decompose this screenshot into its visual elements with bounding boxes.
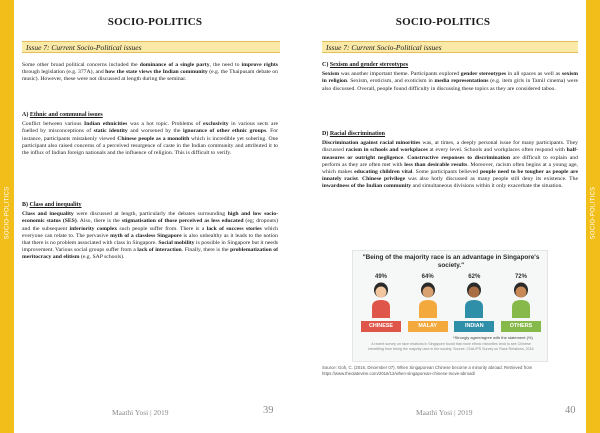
category-label: CHINESE — [361, 321, 401, 332]
side-label — [586, 186, 600, 240]
category-label: INDIAN — [454, 321, 494, 332]
text-run: . Moreover, racism often begins at a young age, which makes — [322, 161, 578, 176]
intro-text — [22, 62, 278, 84]
section-b — [22, 202, 278, 268]
bold-phrase: sexism in religion — [322, 71, 578, 85]
bold-phrase: Class and inequality — [22, 211, 74, 218]
text-run: . Also, there is the — [76, 218, 122, 225]
text-run: . Sexism, eroticism, and exoticism in — [347, 78, 435, 85]
side-label — [0, 186, 14, 240]
bold-phrase: inwardness of the Indian community — [322, 183, 412, 190]
source-citation: Source: Goh, C. (2016, December 07). When Singaporean Chinese become a minority abroad. Retrieved from https://www.theolatevine.com/2016/12/when-singaporean-chinese-move-abroad/ — [322, 365, 533, 376]
person-figure-icon — [509, 282, 533, 318]
text-run: (e.g. SAP schools). — [79, 254, 125, 261]
section-a-text — [22, 121, 278, 157]
infographic-row — [361, 274, 541, 336]
section-c-text — [322, 71, 578, 93]
section-d-title: Racial discrimination — [329, 131, 386, 137]
text-run: . — [357, 176, 363, 183]
percentage-value: 64% — [421, 274, 434, 280]
infographic-legend: *Strongly agree/agree with the statement (%) — [453, 335, 533, 340]
infographic-footnote: A recent survey on race relations in Singapore found that more ethnic minorities tend to see Chinese benefiting from being the majority race in the society. Source: CNA-IPS Survey on Race Relations, 2016 — [368, 342, 534, 351]
percentage-value: 62% — [468, 274, 481, 280]
text-run: (eg; dropouts) and the subsequent — [22, 218, 278, 232]
bold-phrase: Constructive responses to discrimination — [407, 154, 511, 161]
section-d-letter: D) — [322, 131, 330, 137]
bold-phrase: static identity — [93, 128, 128, 135]
section-c-heading — [322, 62, 578, 69]
infographic-title: "Being of the majority race is an advantage in Singapore's society." — [362, 254, 540, 269]
text-run: in all spaces as well as — [506, 71, 562, 78]
bold-phrase: Chinese privilege — [362, 176, 406, 183]
page-number: 39 — [263, 405, 274, 416]
bold-phrase: myth of a classless Singapore — [110, 232, 182, 239]
bold-phrase: dominance of a single party — [139, 62, 210, 68]
category-label: MALAY — [408, 321, 448, 332]
section-d-heading — [322, 131, 578, 138]
text-run: . Finally, there is the — [181, 247, 231, 254]
text-run: was also hotly discussed as many people still deny its existence. The — [405, 176, 578, 183]
section-d — [322, 131, 578, 197]
infographic-item-indian — [454, 274, 494, 336]
section-a-letter: A) — [22, 112, 30, 118]
text-run: (e.g. item girls in Tamil cinema) were also discussed. Overall, people found difficulty in discussing these topics as they are considered taboo. — [322, 78, 578, 92]
bold-phrase: lack of interaction — [137, 247, 182, 254]
bold-phrase: stigmatisation of those perceived as less educated — [121, 218, 244, 225]
bold-phrase: improve rights — [241, 62, 278, 68]
bold-phrase: inferiority complex — [69, 225, 118, 232]
right-page — [300, 0, 600, 433]
section-a-title: Ethnic and communal issues — [29, 112, 103, 118]
bold-phrase: media representations — [434, 78, 489, 85]
infographic-item-chinese — [361, 274, 401, 336]
text-run: such people suffer from. There is a — [117, 225, 207, 232]
section-c — [322, 62, 578, 99]
page-title: SOCIO-POLITICS — [395, 16, 491, 28]
text-run: was, at times, a deeply personal issue for many participants. They discussed — [322, 140, 578, 154]
section-a-heading — [22, 112, 278, 119]
bold-phrase: Sexism — [322, 71, 340, 78]
text-run: in various sects are fuelled by misconceptions of — [22, 121, 278, 135]
bold-phrase: racism in schools and workplaces — [345, 147, 428, 154]
intro-paragraph — [22, 62, 278, 90]
page-number: 40 — [565, 405, 576, 416]
bold-phrase: educating children vital — [354, 169, 413, 176]
infographic-item-malay — [408, 274, 448, 336]
text-run: which everyone can relate to. The pervasive — [22, 225, 278, 239]
bold-phrase: Discrimination against racial minorities — [322, 140, 421, 147]
bold-phrase: high and low socio-economic status (SES) — [22, 211, 279, 225]
race-survey-infographic — [352, 250, 548, 362]
bold-phrase: exclusivity — [202, 121, 229, 128]
infographic-item-others — [501, 274, 541, 336]
text-run: was a hot topic. Problems of — [127, 121, 203, 128]
issue-bar: Issue 7: Current Socio-Political issues — [322, 41, 578, 53]
category-label: OTHERS — [501, 321, 541, 332]
text-run: at every level. Schools and workplaces often respond with — [427, 147, 567, 154]
side-label-text: SOCIO-POLITICS — [4, 186, 10, 240]
text-run: . For instance, participants mistakenly viewed — [22, 128, 278, 142]
text-run: and simultaneous divisions within it only exacerbate the situation. — [411, 183, 563, 190]
section-b-title: Class and inequality — [29, 202, 82, 208]
person-figure-icon — [416, 282, 440, 318]
section-b-heading — [22, 202, 278, 209]
bold-phrase: Chinese people as a monolith — [117, 135, 190, 142]
text-run: through legislation (e.g. 377A), and — [22, 69, 106, 76]
section-b-letter: B) — [22, 202, 30, 208]
bold-phrase: Social mobility — [158, 240, 195, 247]
footer-author: Maathi Yosi | 2019 — [416, 408, 473, 417]
page-title: SOCIO-POLITICS — [107, 16, 203, 28]
section-c-title: Sexism and gender stereotypes — [329, 62, 409, 68]
bold-phrase: problematization of meritocracy and elitism — [22, 247, 278, 261]
section-d-text — [322, 140, 578, 190]
text-run: and worsened by the — [127, 128, 183, 135]
bold-phrase: less than desirable results — [404, 161, 468, 168]
text-run: Some other broad political concerns included the — [22, 62, 140, 68]
percentage-value: 72% — [514, 274, 527, 280]
text-run: Conflict between various — [22, 121, 85, 128]
bold-phrase: people need to be tougher as people are innately racist — [322, 169, 578, 183]
person-figure-icon — [369, 282, 393, 318]
footer-author: Maathi Yosi | 2019 — [112, 408, 169, 417]
text-run: are difficult to explain and perform as they are often met with — [322, 154, 578, 168]
text-run: is possible in Singapore but it needs improvement. Various social groups suffer from a — [22, 240, 278, 254]
issue-bar: Issue 7: Current Socio-Political issues — [22, 41, 280, 53]
text-run: (e.g. the Thaipusam debate on music). However, these were not discussed at length during the seminar. — [22, 69, 278, 83]
bold-phrase: gender stereotypes — [460, 71, 507, 78]
bold-phrase: how the state views the Indian community — [105, 69, 208, 76]
text-run: was another important theme. Participants explored — [339, 71, 461, 78]
section-b-text — [22, 211, 278, 261]
text-run: is also unhealthy as it leads to the notion that there is no problem associated with class in Singapore. — [22, 232, 278, 247]
text-run: . Some participants believed — [412, 169, 480, 176]
bold-phrase: Indian ethnicities — [84, 121, 128, 128]
text-run: were discussed at length, particularly the debates surrounding — [73, 211, 228, 218]
bold-phrase: half-measures or outright negligence — [322, 147, 578, 161]
person-figure-icon — [462, 282, 486, 318]
bold-phrase: ignorance of other ethnic groups — [183, 128, 267, 135]
text-run: . — [403, 154, 408, 161]
side-label-text: SOCIO-POLITICS — [590, 186, 596, 240]
percentage-value: 49% — [374, 274, 387, 280]
bold-phrase: lack of success stories — [206, 225, 262, 232]
section-c-letter: C) — [322, 62, 330, 68]
text-run: which is incredible yet sobering. One participant also raised concerns of a perceived resurgence of caste in the Indian community and attributed it to the influx of Indian foreign nationals and the influence of religion. This is difficult to verify. — [22, 135, 278, 157]
text-run: , the need to — [209, 62, 242, 68]
section-a — [22, 112, 278, 163]
